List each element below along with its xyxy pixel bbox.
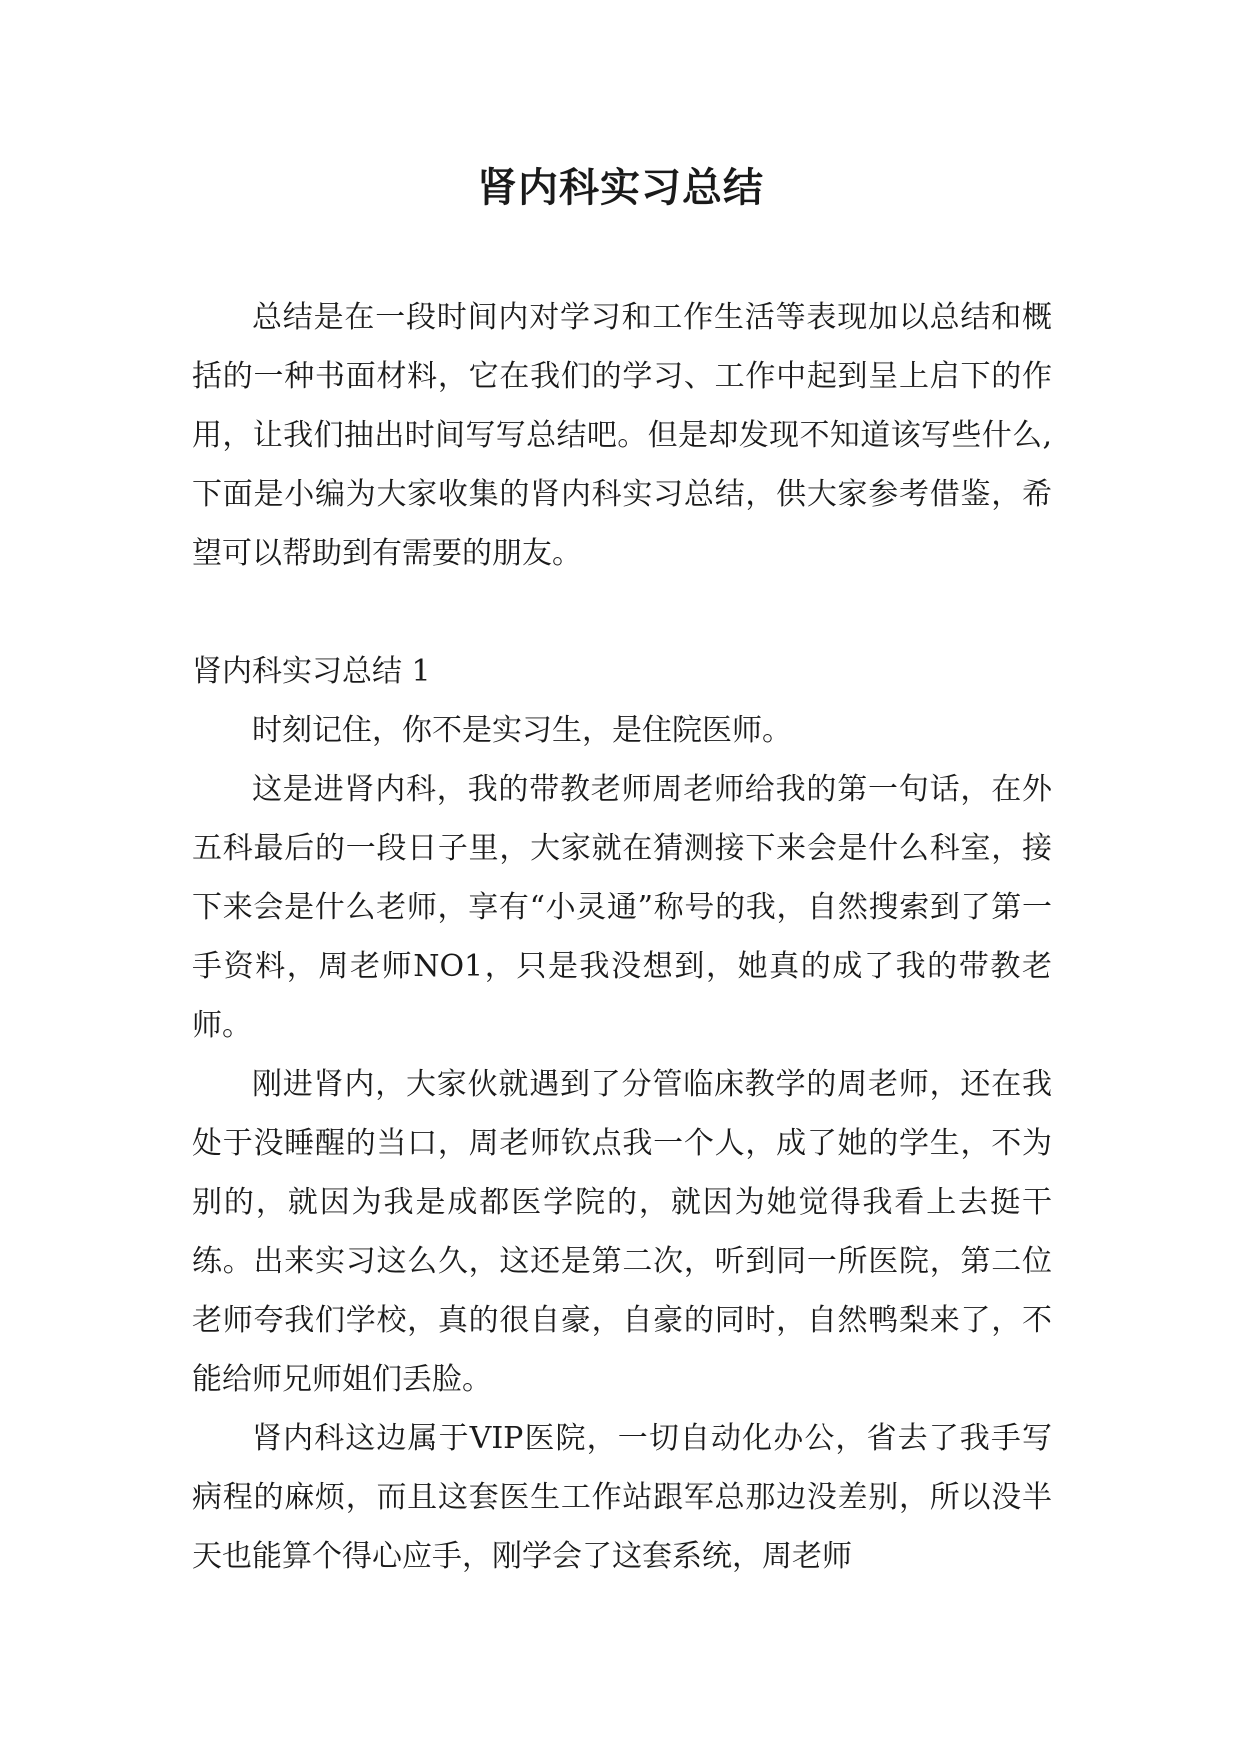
section-heading: 肾内科实习总结 1 <box>192 654 431 689</box>
body-paragraph: 肾内科这边属于VIP医院，一切自动化办公，省去了我手写病程的麻烦，而且这套医生工作站跟军总那边没差别，所以没半天也能算个得心应手，刚学会了这套系统，周老师 <box>192 1421 1052 1574</box>
intro-paragraph: 总结是在一段时间内对学习和工作生活等表现加以总结和概括的一种书面材料，它在我们的学习、工作中起到呈上启下的作用，让我们抽出时间写写总结吧。但是却发现不知道该写些什么,下面是小编为大家收集的肾内科实习总结，供大家参考借鉴，希望可以帮助到有需要的朋友。 <box>192 300 1052 571</box>
document-body <box>192 288 1052 1586</box>
body-paragraph: 时刻记住，你不是实习生，是住院医师。 <box>252 713 792 748</box>
body-paragraph: 这是进肾内科，我的带教老师周老师给我的第一句话，在外五科最后的一段日子里，大家就在猜测接下来会是什么科室，接下来会是什么老师，享有“小灵通”称号的我，自然搜索到了第一手资料，周老师NO1，只是我没想到，她真的成了我的带教老师。 <box>192 772 1052 1043</box>
body-paragraph: 刚进肾内，大家伙就遇到了分管临床教学的周老师，还在我处于没睡醒的当口，周老师钦点我一个人，成了她的学生，不为别的，就因为我是成都医学院的，就因为她觉得我看上去挺干练。出来实习这么久，这还是第二次，听到同一所医院，第二位老师夸我们学校，真的很自豪，自豪的同时，自然鸭梨来了，不能给师兄师姐们丢脸。 <box>192 1067 1052 1397</box>
document-title: 肾内科实习总结 <box>477 164 764 211</box>
